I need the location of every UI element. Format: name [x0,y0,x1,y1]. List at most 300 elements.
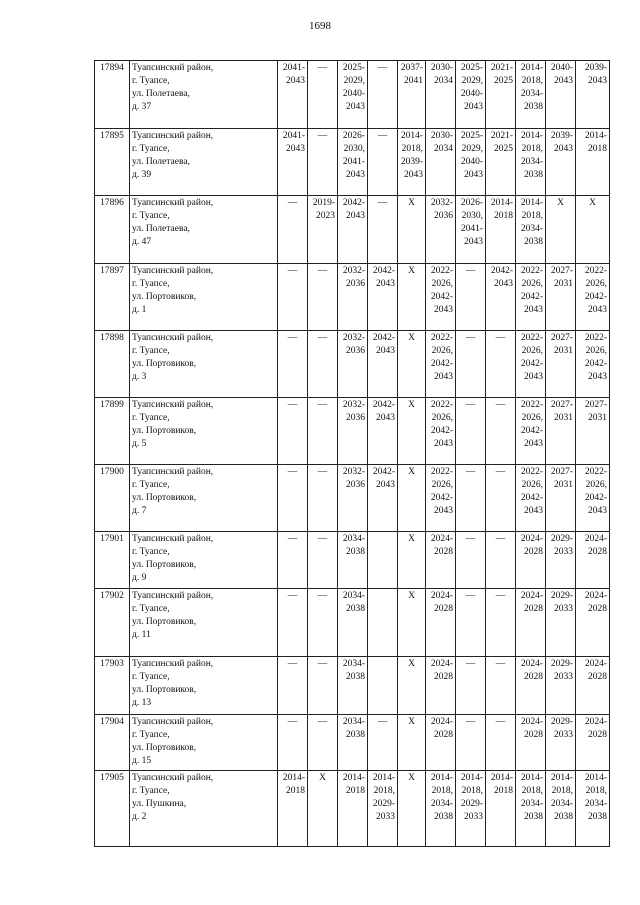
period-value: 2043 [346,211,365,221]
period-value: 2032- [342,333,365,343]
period-value: 2028 [524,672,543,682]
period-value: — [465,333,476,343]
period-value: 2030- [430,131,453,141]
period-cell [368,771,398,847]
period-cell [308,771,338,847]
table-row [95,771,610,847]
address-cell [130,771,278,847]
address-cell [130,196,278,264]
period-value: 2026- [460,198,483,208]
period-value: 2014- [400,131,423,141]
period-value: 2018 [588,144,607,154]
period-value: 2026, [521,480,543,490]
period-cell [308,331,338,398]
period-value: X [408,400,415,410]
period-value: 2018 [346,786,365,796]
period-value: 2022- [430,400,453,410]
page-number: 1698 [309,20,331,32]
period-cell [338,398,368,465]
address-line: Туапсинский район, [132,773,214,783]
address-line: г. Туапсе, [132,346,170,356]
period-value: 2031 [588,413,607,423]
period-cell [338,129,368,196]
period-value: — [495,659,506,669]
period-value: 2042- [342,198,365,208]
period-value: 2027- [550,400,573,410]
period-value: 2014- [520,63,543,73]
period-cell [576,61,610,129]
period-cell [398,589,426,657]
period-value: 2042- [520,359,543,369]
period-value: 2014- [490,773,513,783]
period-value: 2021- [490,63,513,73]
period-cell [308,465,338,532]
period-value: 2041 [404,76,423,86]
row-number: 17898 [95,331,130,398]
period-value: 2033 [554,730,573,740]
period-value: 2034- [430,799,453,809]
period-value: 2025 [494,144,513,154]
address-cell [130,61,278,129]
period-cell [546,264,576,331]
period-value: 2024- [520,659,543,669]
table-row [95,532,610,589]
address-line: д. 9 [132,573,147,583]
period-value: X [557,198,564,208]
address-line: ул. Полетаева, [132,224,190,234]
address-line: ул. Пушкина, [132,799,187,809]
period-value: 2043 [434,372,453,382]
period-value: 2026, [431,346,453,356]
period-value: 2034- [342,534,365,544]
period-value: 2043 [554,76,573,86]
address-line: г. Туапсе, [132,604,170,614]
period-value: 2043 [404,170,423,180]
period-cell [516,196,546,264]
period-value: 2026, [431,480,453,490]
period-cell [278,771,308,847]
period-value: 2026, [521,279,543,289]
period-value: 2032- [430,198,453,208]
period-value: 2036 [346,279,365,289]
period-value: 2014- [584,773,607,783]
period-cell [278,61,308,129]
period-value: 2034 [434,76,453,86]
row-number: 17903 [95,657,130,715]
period-cell [368,715,398,771]
period-value: 2043 [376,279,395,289]
period-value: 2014- [584,131,607,141]
period-cell [516,771,546,847]
period-value: 2024- [584,717,607,727]
period-value: 2042- [520,292,543,302]
period-cell [486,264,516,331]
address-line: ул. Полетаева, [132,89,190,99]
address-cell [130,129,278,196]
period-value: 2043 [494,279,513,289]
period-cell [278,657,308,715]
period-value: 2014- [550,773,573,783]
period-value: 2043 [286,144,305,154]
period-cell [278,264,308,331]
address-line: д. 5 [132,439,147,449]
schedule-table [94,60,610,847]
period-value: 2024- [584,659,607,669]
period-value: 2022- [430,333,453,343]
period-value: — [495,534,506,544]
period-value: 2039- [550,131,573,141]
period-cell [426,532,456,589]
period-value: 2038 [554,812,573,822]
period-cell [278,331,308,398]
address-line: д. 39 [132,170,152,180]
period-value: 2026, [521,413,543,423]
table-row [95,589,610,657]
period-value: 2043 [524,506,543,516]
period-value: 2042- [584,493,607,503]
period-cell [456,532,486,589]
period-value: 2014- [430,773,453,783]
period-value: X [408,534,415,544]
period-value: 2028 [524,604,543,614]
period-value: 2026, [585,279,607,289]
period-value: 2028 [434,547,453,557]
period-cell [398,771,426,847]
period-value: 2025 [494,76,513,86]
period-value: — [317,467,328,477]
address-line: г. Туапсе, [132,76,170,86]
period-value: 2033 [554,547,573,557]
period-cell [398,264,426,331]
period-value: 2028 [524,730,543,740]
period-value: 2038 [524,102,543,112]
period-cell [486,61,516,129]
period-value: 2018, [551,786,573,796]
period-value: 2014- [282,773,305,783]
period-value: 2029, [461,144,483,154]
address-cell [130,589,278,657]
period-value: 2032- [342,467,365,477]
period-value: 2027- [550,333,573,343]
period-value: 2034- [520,224,543,234]
table-row [95,264,610,331]
period-value: 2022- [584,467,607,477]
table-row [95,657,610,715]
period-cell [516,129,546,196]
period-value: 2022- [584,333,607,343]
period-value: 2024- [430,659,453,669]
period-value: 2014- [490,198,513,208]
period-cell [576,657,610,715]
period-value: 2042- [520,426,543,436]
period-value: 2036 [346,413,365,423]
period-cell [486,771,516,847]
period-cell [398,657,426,715]
address-line: Туапсинский район, [132,198,214,208]
period-value: 2034- [520,157,543,167]
period-cell [576,331,610,398]
table-row [95,398,610,465]
period-value: 2027- [550,467,573,477]
period-value: — [465,400,476,410]
period-cell [338,465,368,532]
period-value: 2029- [550,659,573,669]
period-value: 2024- [584,534,607,544]
period-value: 2043 [588,372,607,382]
period-value: 2029- [460,799,483,809]
period-cell [368,398,398,465]
address-line: д. 3 [132,372,147,382]
period-value: 2042- [430,426,453,436]
row-number: 17904 [95,715,130,771]
period-cell [398,532,426,589]
period-value: 2014- [460,773,483,783]
address-cell [130,715,278,771]
period-value: — [287,467,298,477]
period-cell [456,398,486,465]
period-value: X [408,467,415,477]
address-line: д. 47 [132,237,152,247]
period-value: 2018, [585,786,607,796]
period-value: 2043 [464,102,483,112]
period-value: 2040- [460,89,483,99]
period-value: 2043 [434,439,453,449]
address-cell [130,657,278,715]
address-line: Туапсинский район, [132,131,214,141]
address-line: г. Туапсе, [132,672,170,682]
period-value: 2014- [520,198,543,208]
period-cell [308,398,338,465]
table-row [95,331,610,398]
period-value: 2043 [464,170,483,180]
period-value: 2028 [588,730,607,740]
period-value: 2034- [342,591,365,601]
table-row [95,61,610,129]
period-value: 2043 [376,413,395,423]
address-cell [130,465,278,532]
period-value: 2018, [401,144,423,154]
period-value: 2042- [372,467,395,477]
period-value: 2032- [342,400,365,410]
period-value: — [287,400,298,410]
period-value: 2043 [376,346,395,356]
period-value: 2042- [372,400,395,410]
period-value: 2042- [430,292,453,302]
period-value: 2039- [400,157,423,167]
address-line: ул. Портовиков, [132,359,197,369]
period-value: 2038 [346,672,365,682]
period-cell [426,129,456,196]
period-value: 2031 [554,346,573,356]
row-number: 17894 [95,61,130,129]
period-cell [278,715,308,771]
address-line: г. Туапсе, [132,279,170,289]
address-line: ул. Портовиков, [132,493,197,503]
period-value: X [408,659,415,669]
period-value: 2022- [520,400,543,410]
period-value: 2038 [434,812,453,822]
period-cell [338,331,368,398]
period-value: 2034- [550,799,573,809]
row-number: 17902 [95,589,130,657]
period-cell [338,196,368,264]
address-line: д. 15 [132,756,152,766]
period-value: — [377,63,388,73]
address-line: Туапсинский район, [132,717,214,727]
period-cell [576,196,610,264]
address-line: Туапсинский район, [132,63,214,73]
address-line: ул. Портовиков, [132,617,197,627]
period-value: 2041- [282,131,305,141]
period-value: 2042- [490,266,513,276]
period-cell [456,715,486,771]
address-line: д. 7 [132,506,147,516]
period-cell [308,532,338,589]
period-cell [516,465,546,532]
address-line: г. Туапсе, [132,730,170,740]
period-value: 2042- [430,359,453,369]
period-value: 2039- [584,63,607,73]
period-value: 2038 [346,547,365,557]
period-cell [486,398,516,465]
period-cell [456,264,486,331]
period-cell [456,331,486,398]
period-cell [368,196,398,264]
period-cell [516,398,546,465]
period-value: X [408,773,415,783]
period-cell [546,61,576,129]
period-cell [546,331,576,398]
table-row [95,129,610,196]
period-cell [368,331,398,398]
period-cell [398,465,426,532]
period-value: X [408,717,415,727]
period-value: 2029- [550,534,573,544]
period-value: 2038 [524,170,543,180]
period-value: 2026, [585,480,607,490]
period-value: — [287,591,298,601]
period-cell [546,771,576,847]
period-value: 2040- [342,89,365,99]
period-cell [368,264,398,331]
period-value: — [317,400,328,410]
period-value: — [465,591,476,601]
row-number: 17896 [95,196,130,264]
period-value: — [287,333,298,343]
period-cell [486,465,516,532]
period-cell [368,465,398,532]
period-value: — [317,659,328,669]
period-value: 2043 [346,170,365,180]
period-cell [308,196,338,264]
period-value: X [319,773,326,783]
period-cell [278,589,308,657]
address-cell [130,398,278,465]
period-value: 2038 [524,812,543,822]
period-cell [516,589,546,657]
period-value: 2043 [434,506,453,516]
period-cell [576,532,610,589]
period-value: 2028 [434,672,453,682]
period-value: 2041- [342,157,365,167]
period-cell [426,264,456,331]
period-cell [546,465,576,532]
period-value: 2018 [494,786,513,796]
period-value: 2028 [434,730,453,740]
period-cell [576,715,610,771]
period-value: 2028 [588,547,607,557]
period-value: 2043 [524,305,543,315]
period-cell [426,715,456,771]
address-line: Туапсинский район, [132,333,214,343]
period-cell [516,331,546,398]
period-value: 2025- [460,131,483,141]
table-row [95,196,610,264]
period-value: — [465,266,476,276]
period-value: 2025- [460,63,483,73]
period-cell [398,398,426,465]
period-value: 2027- [550,266,573,276]
period-value: 2043 [464,237,483,247]
period-cell [338,771,368,847]
period-cell [516,657,546,715]
period-value: — [287,659,298,669]
address-line: г. Туапсе, [132,480,170,490]
period-value: 2029- [550,591,573,601]
period-value: 2027- [584,400,607,410]
period-cell [398,196,426,264]
period-value: — [287,717,298,727]
row-number: 17895 [95,129,130,196]
period-value: 2022- [520,467,543,477]
period-value: — [495,717,506,727]
period-cell [576,771,610,847]
period-value: — [377,198,388,208]
period-cell [398,715,426,771]
address-line: г. Туапсе, [132,211,170,221]
period-value: 2034 [434,144,453,154]
period-cell [278,196,308,264]
period-value: 2033 [554,604,573,614]
address-line: Туапсинский район, [132,400,214,410]
period-cell [338,715,368,771]
period-value: — [317,131,328,141]
period-value: — [495,400,506,410]
period-value: 2042- [372,333,395,343]
period-value: 2034- [584,799,607,809]
period-value: 2036 [346,346,365,356]
period-value: 2024- [430,534,453,544]
period-cell [516,61,546,129]
address-line: д. 1 [132,305,147,315]
period-value: 2022- [520,333,543,343]
period-value: 2026- [342,131,365,141]
period-cell [576,589,610,657]
period-cell [426,196,456,264]
period-value: 2036 [346,480,365,490]
period-cell [278,532,308,589]
period-value: X [408,591,415,601]
address-line: ул. Портовиков, [132,426,197,436]
period-value: 2029- [372,799,395,809]
period-cell [456,465,486,532]
period-value: — [317,717,328,727]
period-cell [338,589,368,657]
period-value: 2033 [376,812,395,822]
period-value: 2034- [342,717,365,727]
period-value: 2043 [346,102,365,112]
period-cell [546,532,576,589]
